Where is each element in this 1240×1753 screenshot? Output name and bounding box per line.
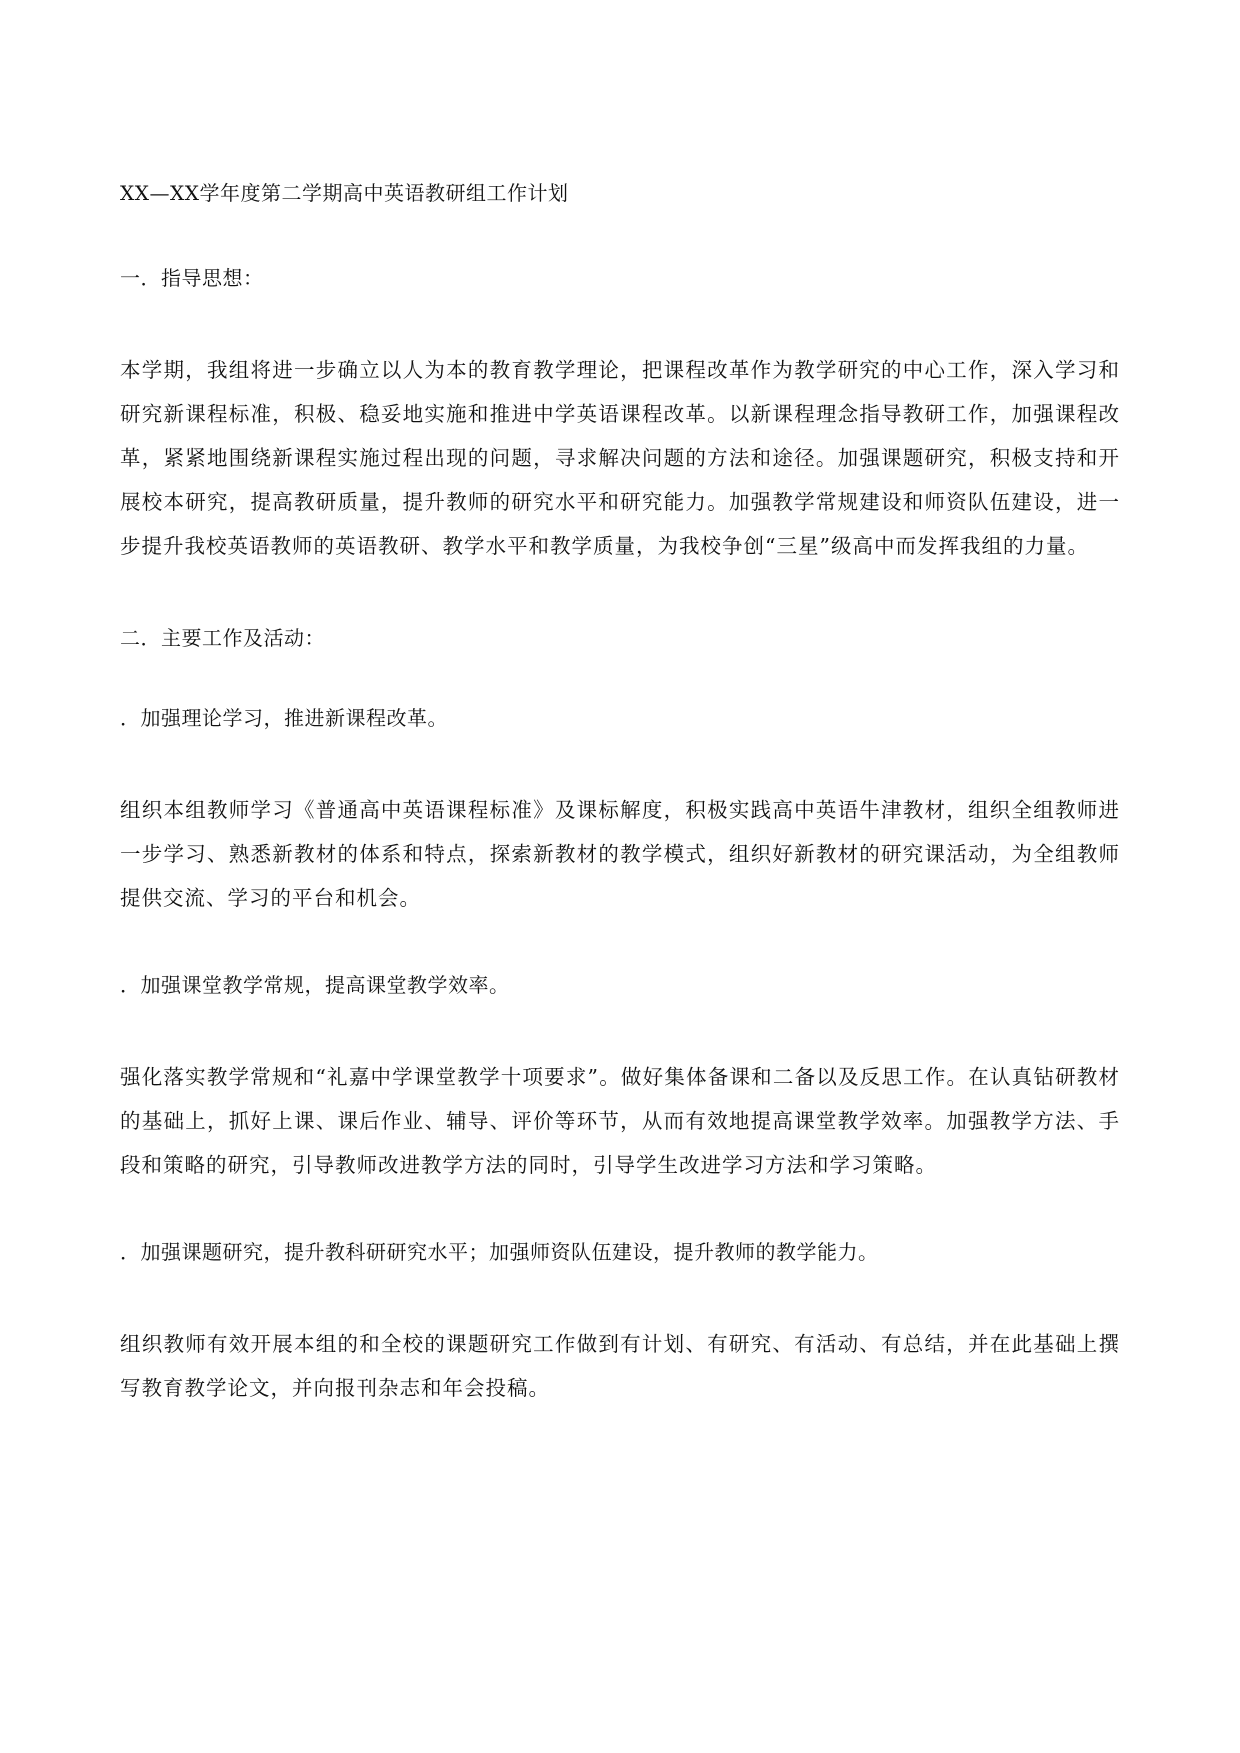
paragraph-theory-study: 组织本组教师学习《普通高中英语课程标准》及课标解度，积极实践高中英语牛津教材，组织全组教师进一步学习、熟悉新教材的体系和特点，探索新教材的教学模式，组织好新教材的研究课活动，为全组教师提供交流、学习的平台和机会。 (120, 798, 1120, 910)
section-heading-guiding-ideology: 一．指导思想： (120, 266, 264, 290)
paragraph-guiding-ideology: 本学期，我组将进一步确立以人为本的教育教学理论，把课程改革作为教学研究的中心工作，深入学习和研究新课程标准，积极、稳妥地实施和推进中学英语课程改革。以新课程理念指导教研工作，加强课程改革，紧紧地围绕新课程实施过程出现的问题，寻求解决问题的方法和途径。加强课题研究，积极支持和开展校本研究，提高教研质量，提升教师的研究水平和研究能力。加强教学常规建设和师资队伍建设，进一步提升我校英语教师的英语教研、教学水平和教学质量，为我校争创“三星”级高中而发挥我组的力量。 (120, 358, 1120, 558)
paragraph-classroom-routine: 强化落实教学常规和“礼嘉中学课堂教学十项要求”。做好集体备课和二备以及反思工作。在认真钻研教材的基础上，抓好上课、课后作业、辅导、评价等环节，从而有效地提高课堂教学效率。加强教学方法、手段和策略的研究，引导教师改进教学方法的同时，引导学生改进学习方法和学习策略。 (120, 1065, 1120, 1177)
subheading-research-teachers: ．加强课题研究，提升教科研研究水平；加强师资队伍建设，提升教师的教学能力。 (120, 1240, 879, 1264)
paragraph-research-teachers: 组织教师有效开展本组的和全校的课题研究工作做到有计划、有研究、有活动、有总结，并在此基础上撰写教育教学论文，并向报刊杂志和年会投稿。 (120, 1332, 1120, 1400)
section-heading-main-work: 二．主要工作及活动： (120, 626, 325, 650)
subheading-classroom-routine: ．加强课堂教学常规，提高课堂教学效率。 (120, 973, 510, 997)
document-title: XX—XX学年度第二学期高中英语教研组工作计划 (120, 181, 569, 205)
subheading-theory-study: ．加强理论学习，推进新课程改革。 (120, 706, 448, 730)
